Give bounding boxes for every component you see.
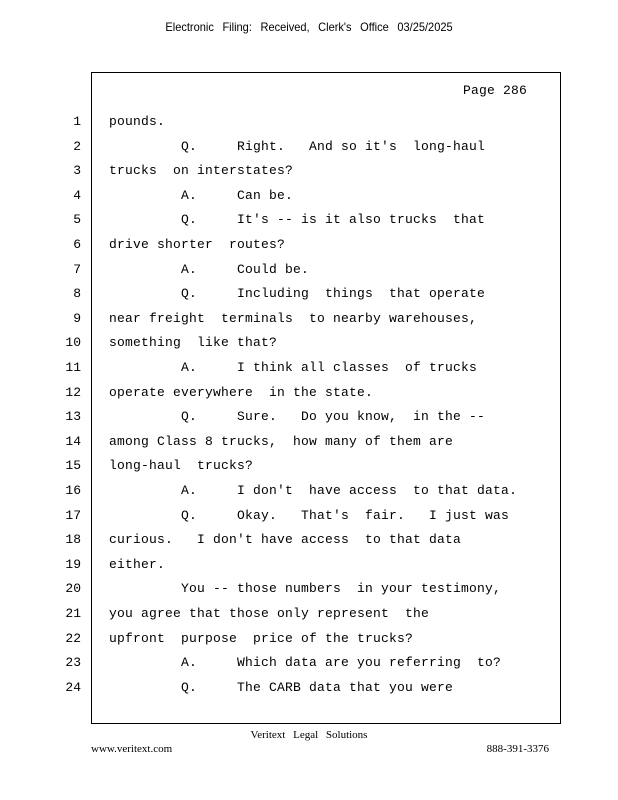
line-number: 20 <box>65 581 81 596</box>
line-number: 6 <box>73 237 81 252</box>
transcript-line-text: drive shorter routes? <box>109 237 286 252</box>
line-number: 10 <box>65 335 81 350</box>
transcript-line-text: Q. Sure. Do you know, in the -- <box>109 409 486 424</box>
line-number: 19 <box>65 557 81 572</box>
transcript-line-text: trucks on interstates? <box>109 163 294 178</box>
transcript-line-text: upfront purpose price of the trucks? <box>109 631 414 646</box>
transcript-line-text: either. <box>109 557 166 572</box>
transcript-line-text: pounds. <box>109 114 166 129</box>
line-number: 23 <box>65 655 81 670</box>
line-number: 15 <box>65 458 81 473</box>
line-number: 2 <box>73 139 81 154</box>
line-number: 21 <box>65 606 81 621</box>
line-number: 5 <box>73 212 81 227</box>
line-number: 12 <box>65 385 81 400</box>
line-number: 8 <box>73 286 81 301</box>
transcript-line-text: A. Can be. <box>109 188 294 203</box>
line-number: 22 <box>65 631 81 646</box>
line-number: 13 <box>65 409 81 424</box>
filing-stamp-header: Electronic Filing: Received, Clerk's Office 03/25/2025 <box>165 20 453 34</box>
transcript-line-text: A. Could be. <box>109 262 310 277</box>
transcript-line-text: you agree that those only represent the <box>109 606 430 621</box>
transcript-line-text: long-haul trucks? <box>109 458 254 473</box>
footer-website: www.veritext.com <box>91 743 173 755</box>
line-number: 16 <box>65 483 81 498</box>
line-number: 3 <box>73 163 81 178</box>
line-number: 18 <box>65 532 81 547</box>
line-number: 9 <box>73 311 81 326</box>
page-number: Page 286 <box>463 83 528 98</box>
transcript-line-text: near freight terminals to nearby warehouses, <box>109 311 478 326</box>
line-number: 17 <box>65 508 81 523</box>
footer-company: Veritext Legal Solutions <box>250 729 368 741</box>
line-number: 11 <box>65 360 81 375</box>
footer-phone: 888-391-3376 <box>486 743 549 755</box>
line-number: 14 <box>65 434 81 449</box>
transcript-line-text: A. I don't have access to that data. <box>109 483 518 498</box>
transcript-line-text: curious. I don't have access to that data <box>109 532 462 547</box>
transcript-line-text: You -- those numbers in your testimony, <box>109 581 502 596</box>
line-number: 1 <box>73 114 81 129</box>
transcript-line-text: Q. The CARB data that you were <box>109 680 454 695</box>
transcript-line-text: operate everywhere in the state. <box>109 385 374 400</box>
transcript-line-text: among Class 8 trucks, how many of them are <box>109 434 454 449</box>
line-number: 24 <box>65 680 81 695</box>
transcript-line-text: A. I think all classes of trucks <box>109 360 478 375</box>
transcript-line-text: Q. Including things that operate <box>109 286 486 301</box>
transcript-line-text: Q. Okay. That's fair. I just was <box>109 508 510 523</box>
transcript-line-text: something like that? <box>109 335 278 350</box>
line-number: 4 <box>73 188 81 203</box>
line-number: 7 <box>73 262 81 277</box>
transcript-line-text: A. Which data are you referring to? <box>109 655 502 670</box>
transcript-line-text: Q. It's -- is it also trucks that <box>109 212 486 227</box>
transcript-line-text: Q. Right. And so it's long-haul <box>109 139 486 154</box>
